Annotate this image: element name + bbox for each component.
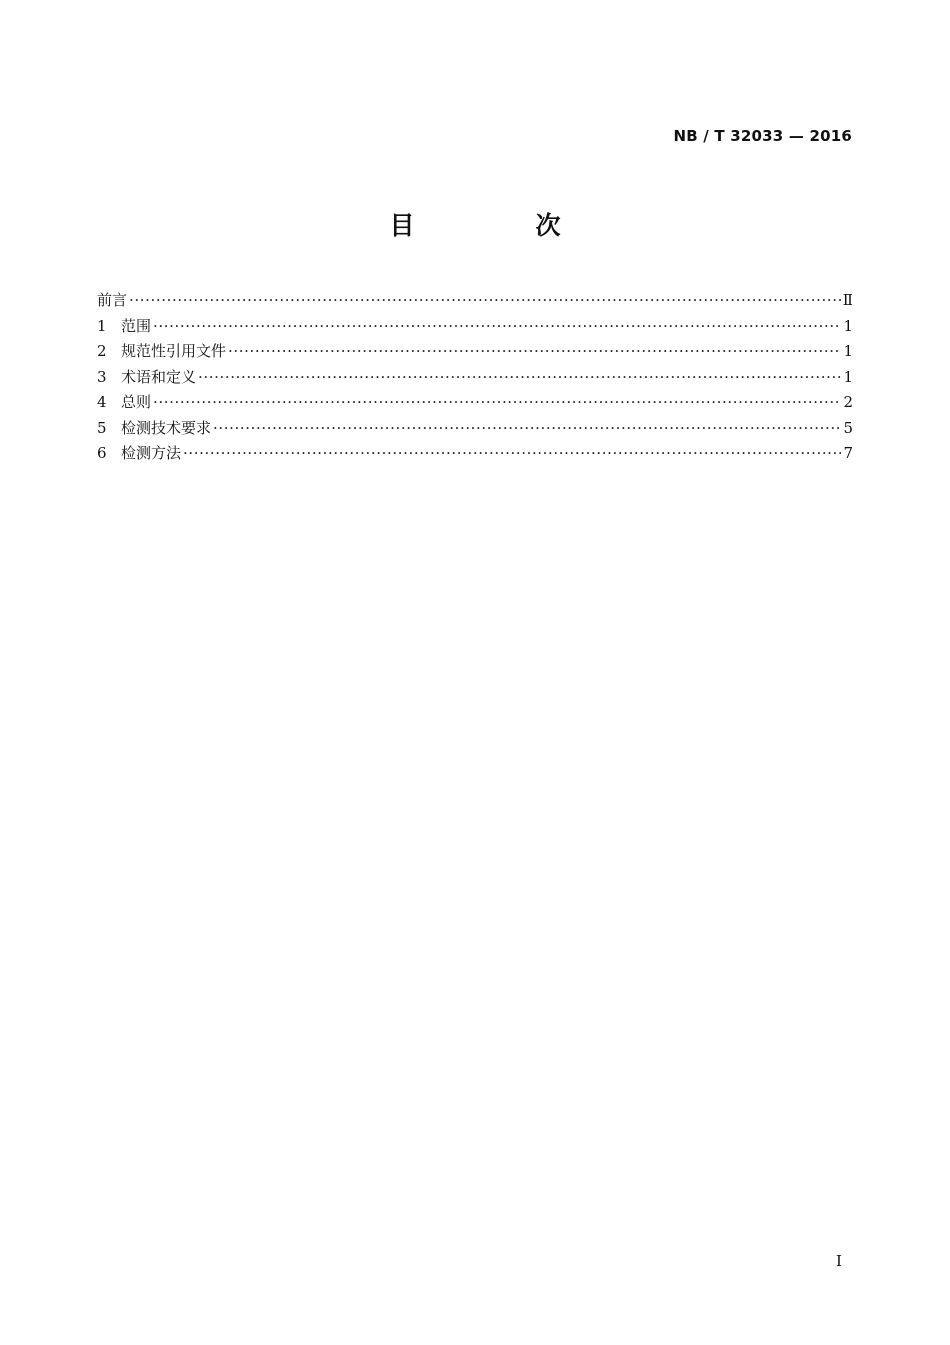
toc-entry-page: 5 xyxy=(843,418,853,437)
toc-entry-page: 2 xyxy=(843,393,853,411)
toc-entry-number: 4 xyxy=(97,393,107,411)
toc-entry-label: 前言 xyxy=(97,291,128,309)
toc-entry-foreword[interactable] xyxy=(97,288,853,314)
toc-entry-terms-definitions[interactable] xyxy=(97,365,853,391)
toc-entry-label: 检测技术要求 xyxy=(121,418,212,437)
toc-entry-label: 范围 xyxy=(121,316,152,335)
page-number: I xyxy=(836,1252,842,1270)
toc-entry-label: 总则 xyxy=(121,393,152,411)
toc-dot-leader xyxy=(129,288,841,314)
toc-entry-number: 1 xyxy=(97,316,107,335)
toc-entry-number: 5 xyxy=(97,418,107,437)
standard-code: NB / T 32033 — 2016 xyxy=(673,127,852,145)
toc-dot-leader xyxy=(213,416,841,442)
toc-dot-leader xyxy=(153,390,841,416)
toc-entry-page: 1 xyxy=(843,316,853,335)
toc-entry-label: 规范性引用文件 xyxy=(121,342,227,360)
toc-entry-number: 2 xyxy=(97,342,107,360)
toc-title: 目 次 xyxy=(389,211,609,240)
toc-entry-page: 1 xyxy=(843,367,853,386)
table-of-contents xyxy=(97,288,853,467)
toc-dot-leader xyxy=(153,314,841,340)
toc-dot-leader xyxy=(228,339,841,365)
toc-entry-page: 7 xyxy=(843,444,853,462)
toc-entry-number: 6 xyxy=(97,444,107,462)
toc-entry-test-methods[interactable] xyxy=(97,441,853,467)
toc-entry-scope[interactable] xyxy=(97,314,853,340)
toc-entry-label: 术语和定义 xyxy=(121,367,197,386)
toc-entry-number: 3 xyxy=(97,367,107,386)
toc-entry-page: 1 xyxy=(843,342,853,360)
toc-entry-page: Ⅱ xyxy=(842,291,853,309)
toc-entry-label: 检测方法 xyxy=(121,444,182,462)
toc-entry-normative-references[interactable] xyxy=(97,339,853,365)
toc-entry-technical-requirements[interactable] xyxy=(97,416,853,442)
toc-dot-leader xyxy=(183,441,841,467)
toc-entry-general[interactable] xyxy=(97,390,853,416)
toc-dot-leader xyxy=(198,365,841,391)
